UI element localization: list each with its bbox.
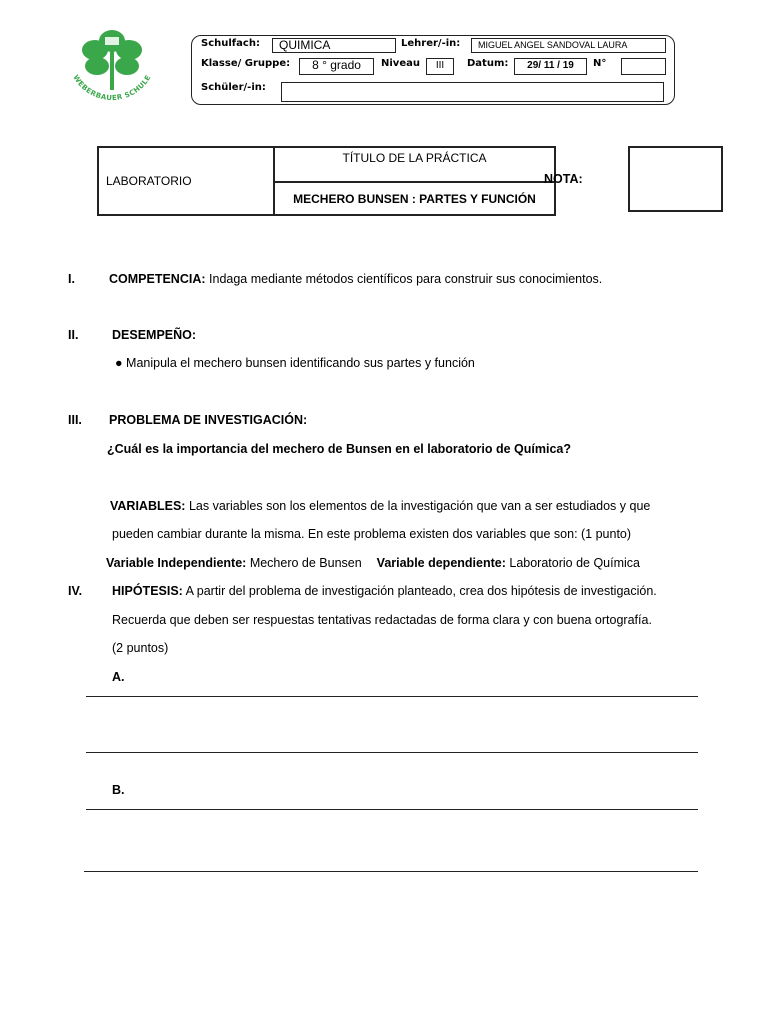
- desempeno-label: DESEMPEÑO:: [112, 328, 197, 342]
- answer-b-line-1[interactable]: [86, 809, 698, 810]
- variables-text-2: pueden cambiar durante la misma. En este problema existen dos variables que son: (1 punto): [112, 527, 632, 541]
- bullet-icon: ●: [115, 356, 123, 370]
- section-2-number: II.: [68, 328, 79, 342]
- answer-b-label: B.: [112, 783, 125, 797]
- class-label: Klasse/ Gruppe:: [201, 58, 291, 69]
- number-label: N°: [593, 58, 607, 69]
- practice-title-label: TÍTULO DE LA PRÁCTICA: [274, 147, 555, 182]
- grade-box[interactable]: [628, 146, 723, 212]
- section-3-number: III.: [68, 413, 82, 427]
- answer-a-label: A.: [112, 670, 125, 684]
- competencia-label: COMPETENCIA:: [109, 272, 206, 286]
- teacher-field[interactable]: MIGUEL ANGEL SANDOVAL LAURA: [471, 38, 666, 53]
- subject-label: Schulfach:: [201, 38, 260, 49]
- date-label: Datum:: [467, 58, 509, 69]
- variables-text-1: Las variables son los elementos de la investigación que van a ser estudiados y que: [188, 499, 651, 513]
- level-field[interactable]: III: [426, 58, 454, 75]
- independent-variable-label: Variable Independiente:: [106, 556, 247, 570]
- competencia-text: Indaga mediante métodos científicos para construir sus conocimientos.: [209, 272, 603, 286]
- variables-label: VARIABLES:: [110, 499, 186, 513]
- hipotesis-text-2: Recuerda que deben ser respuestas tentativas redactadas de forma clara y con buena ortografía.: [112, 613, 652, 627]
- hipotesis-points: (2 puntos): [112, 641, 169, 655]
- student-label: Schüler/-in:: [201, 82, 266, 93]
- school-logo: [62, 26, 162, 110]
- date-field[interactable]: 29/ 11 / 19: [514, 58, 587, 75]
- hipotesis-label: HIPÓTESIS:: [112, 584, 183, 598]
- independent-variable-value: Mechero de Bunsen: [249, 556, 362, 570]
- logo-text: WEBERBAUER SCHULE: [71, 73, 153, 103]
- desempeno-item: [115, 356, 475, 370]
- grade-label: NOTA:: [544, 172, 583, 186]
- desempeno-item-text: Manipula el mechero bunsen identificando sus partes y función: [126, 356, 475, 370]
- dependent-variable-label: Variable dependiente:: [376, 556, 506, 570]
- hipotesis-text-1: A partir del problema de investigación planteado, crea dos hipótesis de investigación.: [185, 584, 657, 598]
- number-field[interactable]: [621, 58, 666, 75]
- problema-question: ¿Cuál es la importancia del mechero de Bunsen en el laboratorio de Química?: [107, 442, 572, 456]
- section-1-number: I.: [68, 272, 75, 286]
- section-competencia: [109, 272, 602, 286]
- answer-b-line-2[interactable]: [84, 871, 698, 872]
- answer-a-line-2[interactable]: [86, 752, 698, 753]
- problema-label: PROBLEMA DE INVESTIGACIÓN:: [109, 413, 308, 427]
- teacher-label: Lehrer/-in:: [401, 38, 461, 49]
- lab-label: LABORATORIO: [98, 147, 274, 215]
- lab-title-table: [97, 146, 556, 216]
- variables-line-1: [110, 499, 650, 513]
- practice-title-value: MECHERO BUNSEN : PARTES Y FUNCIÓN: [274, 182, 555, 215]
- hipotesis-line-1: [112, 584, 657, 598]
- class-field[interactable]: 8 ° grado: [299, 58, 374, 75]
- section-4-number: IV.: [68, 584, 83, 598]
- answer-a-line-1[interactable]: [86, 696, 698, 697]
- variables-values-line: [106, 556, 640, 570]
- dependent-variable-value: Laboratorio de Química: [509, 556, 641, 570]
- student-field[interactable]: [281, 82, 664, 102]
- clover-tree-icon: [62, 26, 162, 110]
- subject-field[interactable]: QUIMICA: [272, 38, 396, 53]
- level-label: Niveau: [381, 58, 420, 69]
